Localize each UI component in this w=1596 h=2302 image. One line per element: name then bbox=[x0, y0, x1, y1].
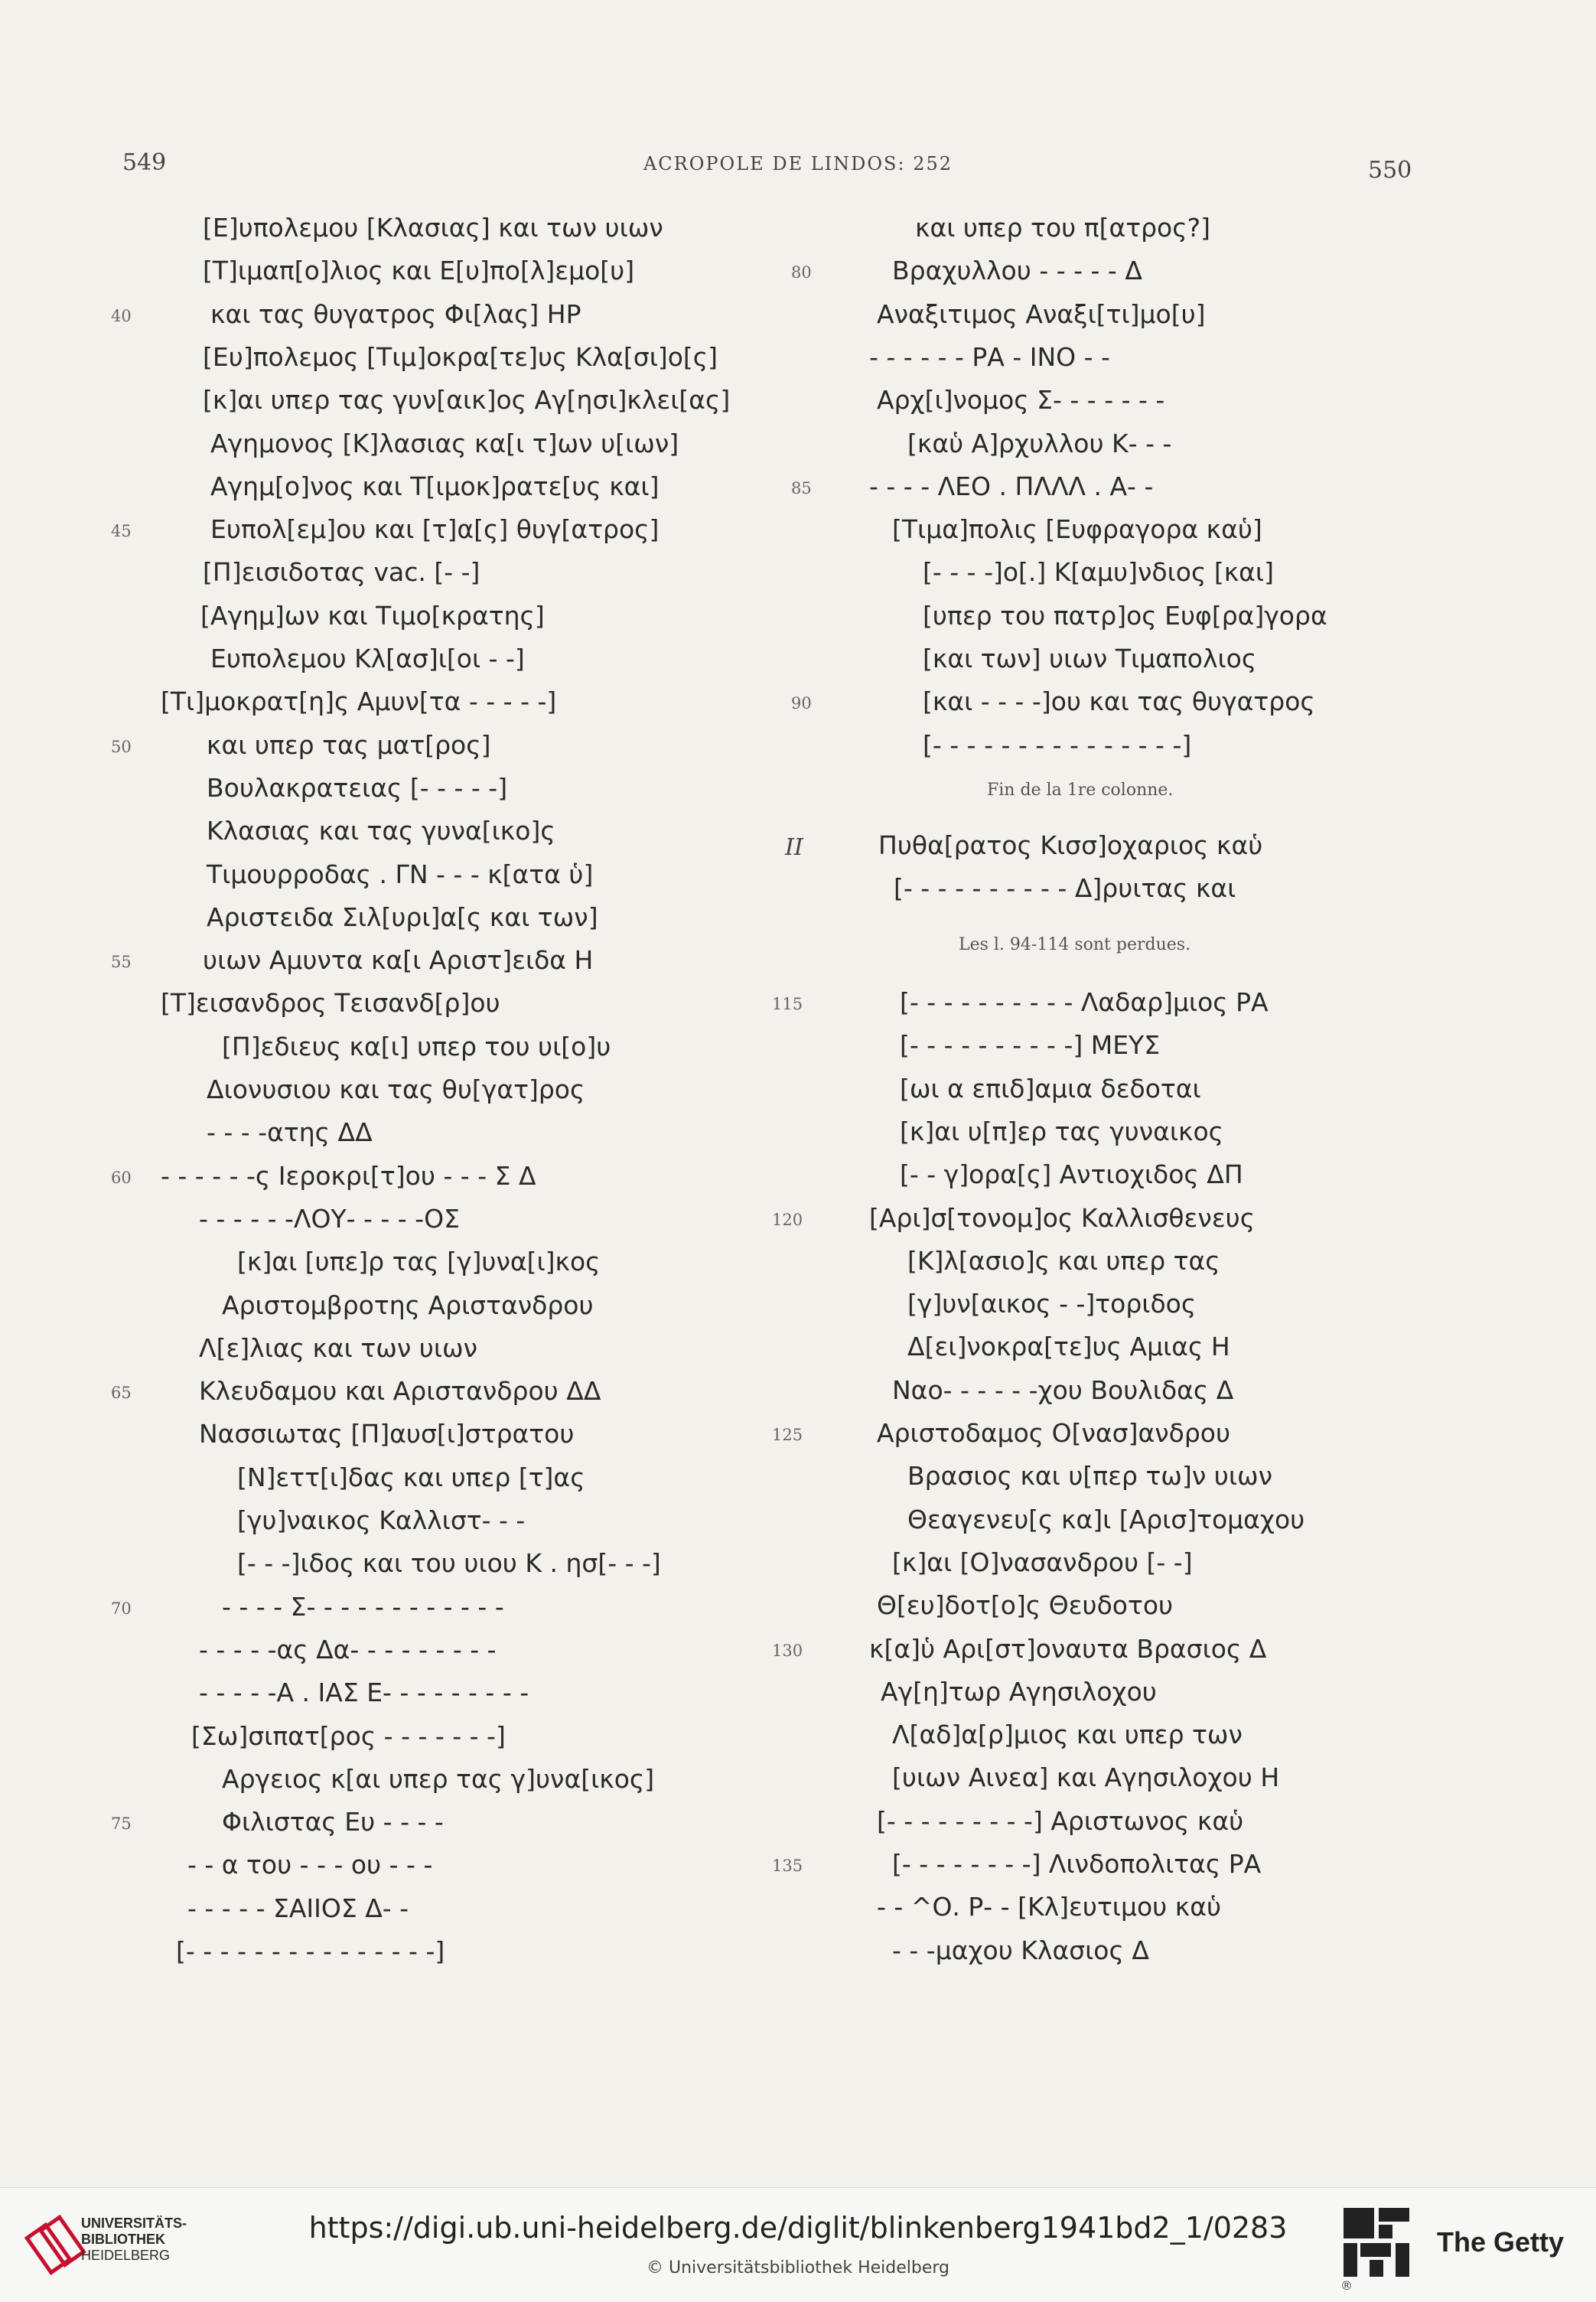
column-label-ii: II bbox=[785, 834, 803, 861]
inscription-line: [και των] υιων Τιμαπολιος bbox=[923, 644, 1257, 673]
inscription-line: [κ]αι υπερ τας γυν[αικ]ος Αγ[ησι]κλει[ας] bbox=[203, 385, 731, 416]
copyright-notice: © Universitätsbibliothek Heidelberg bbox=[646, 2258, 949, 2278]
inscription-line: - - - - -Α . ΙΑΣ Ε- - - - - - - - - bbox=[199, 1678, 529, 1708]
line-number: 125 bbox=[772, 1426, 803, 1444]
inscription-line: [και - - - -]ου και τας θυγατρος bbox=[923, 686, 1315, 717]
inscription-line: - - - - - -ΛΟΥ- - - - -ΟΣ bbox=[199, 1203, 460, 1234]
inscription-line: Αργειος κ[αι υπερ τας γ]υνα[ικος] bbox=[222, 1763, 655, 1794]
inscription-line: Διονυσιου και τας θυ[γατ]ρος bbox=[207, 1074, 585, 1104]
inscription-line: και τας θυγατρος Φι[λας] ΗΡ bbox=[210, 298, 581, 329]
inscription-line: Ευπολ[εμ]ου και [τ]α[ς] θυγ[ατρος] bbox=[210, 514, 660, 545]
inscription-line: Αγ[η]τωρ Αγησιλοχου bbox=[881, 1676, 1157, 1707]
inscription-line: και υπερ του π[ατρος?] bbox=[915, 213, 1210, 243]
inscription-line: [κ]αι [Ο]νασανδρου [- -] bbox=[892, 1547, 1193, 1577]
line-number: 65 bbox=[111, 1384, 132, 1403]
page-number-right: 550 bbox=[1368, 157, 1412, 184]
inscription-line: [υπερ του πατρ]ος Ευφ[ρα]γορα bbox=[923, 600, 1327, 631]
inscription-line: [Π]εισιδοτας vac. [- -] bbox=[203, 557, 480, 588]
inscription-line: υιων Αμυντα κα[ι Αριστ]ειδα Η bbox=[203, 945, 594, 976]
inscription-line: - - - - - -ς Ιεροκρι[τ]ου - - - Σ Δ bbox=[161, 1160, 536, 1191]
inscription-line: Ευπολεμου Κλ[ασ]ι[οι - -] bbox=[210, 644, 525, 673]
inscription-line: - - - - - ΣΑΙΙΟΣ Δ- - bbox=[187, 1893, 409, 1923]
registered-mark: ® bbox=[1340, 2278, 1353, 2293]
inscription-line: [γυ]ναικος Καλλιστ- - - bbox=[237, 1505, 526, 1535]
footer-bar bbox=[0, 2187, 1596, 2302]
line-number: 85 bbox=[791, 478, 812, 497]
inscription-line: [- - - - - - - - -] Αριστωνος καὑ bbox=[877, 1805, 1244, 1836]
line-number: 130 bbox=[772, 1641, 803, 1660]
inscription-line: [καὑ Α]ρχυλλου Κ- - - bbox=[907, 428, 1172, 458]
inscription-line: Κλασιας και τας γυνα[ικο]ς bbox=[207, 816, 555, 846]
inscription-line: [υιων Αινεα] και Αγησιλοχου Η bbox=[892, 1762, 1280, 1793]
line-number: 60 bbox=[111, 1168, 132, 1187]
line-number: 70 bbox=[111, 1599, 132, 1618]
inscription-line: - - - - -ας Δα- - - - - - - - - bbox=[199, 1634, 497, 1665]
inscription-line: Λ[αδ]α[ρ]μιος και υπερ των bbox=[892, 1720, 1243, 1750]
inscription-line: [ωι α επιδ]αμια δεδοται bbox=[900, 1073, 1201, 1104]
inscription-line: - - - - Σ- - - - - - - - - - - - bbox=[222, 1591, 504, 1622]
line-number: 50 bbox=[111, 737, 132, 756]
inscription-line: Πυθα[ρατος Κισσ]οχαριος καὑ bbox=[878, 830, 1263, 860]
inscription-line: [Σω]σιπατ[ρος - - - - - - -] bbox=[191, 1720, 506, 1751]
line-number: 45 bbox=[111, 522, 132, 541]
inscription-line: [κ]αι [υπε]ρ τας [γ]υνα[ι]κος bbox=[237, 1247, 601, 1277]
line-number: 135 bbox=[772, 1857, 803, 1875]
inscription-line: Αναξιτιμος Αναξι[τι]μο[υ] bbox=[877, 298, 1206, 329]
inscription-line: [- - - - - - - - - - - - - - -] bbox=[176, 1936, 445, 1966]
line-number: 120 bbox=[772, 1210, 803, 1229]
inscription-line: [- - - - - - - -] Λινδοπολιτας ΡΑ bbox=[892, 1849, 1262, 1879]
inscription-line: [Αγημ]ων και Τιμο[κρατης] bbox=[200, 600, 545, 631]
permalink-url[interactable]: https://digi.ub.uni-heidelberg.de/diglit/blinkenberg1941bd2_1/0283 bbox=[308, 2211, 1288, 2245]
inscription-line: Δ[ει]νοκρα[τε]υς Αμιας Η bbox=[907, 1332, 1230, 1362]
inscription-line: - - α του - - - ου - - - bbox=[187, 1850, 433, 1880]
inscription-line: Νασσιωτας [Π]αυσ[ι]στρατου bbox=[199, 1419, 575, 1449]
inscription-line: [γ]υν[αικος - -]τοριδος bbox=[907, 1289, 1197, 1319]
inscription-line: [Ευ]πολεμος [Τιμ]οκρα[τε]υς Κλα[σι]ο[ς] bbox=[203, 341, 718, 372]
inscription-line: [- - - - - - - - - - Λαδαρ]μιος ΡΑ bbox=[900, 987, 1269, 1017]
line-number: 55 bbox=[111, 953, 132, 972]
inscription-line: [κ]αι υ[π]ερ τας γυναικος bbox=[900, 1116, 1224, 1146]
running-title: ACROPOLE DE LINDOS: 252 bbox=[643, 153, 953, 174]
inscription-line: Θεαγενευ[ς κα]ι [Αρισ]τομαχου bbox=[907, 1504, 1305, 1534]
inscription-line: [Π]εδιευς κα[ι] υπερ του υι[ο]υ bbox=[222, 1031, 611, 1061]
inscription-line: και υπερ τας ματ[ρος] bbox=[207, 729, 491, 760]
inscription-line: [Τιμα]πολις [Ευφραγορα καὑ] bbox=[892, 514, 1262, 545]
inscription-line: Αριστομβροτης Αριστανδρου bbox=[222, 1290, 594, 1320]
inscription-line: [- - - - - - - - - - Δ]ρυιτας και bbox=[894, 873, 1236, 904]
inscription-line: [- - - -]ο[.] Κ[αμυ]νδιος [και] bbox=[923, 557, 1274, 588]
inscription-line: Φιλιστας Ευ - - - - bbox=[222, 1807, 444, 1837]
university-library-name: UNIVERSITÄTS- BIBLIOTHEK HEIDELBERG bbox=[81, 2216, 187, 2263]
inscription-line: Ναο- - - - - -χου Βουλιδας Δ bbox=[892, 1374, 1234, 1405]
inscription-line: Τιμουρροδας . ΓΝ - - - κ[ατα ὑ] bbox=[207, 859, 594, 889]
inscription-line: - - ^Ο. Ρ- - [Κλ]ευτιμου καὑ bbox=[877, 1892, 1222, 1922]
inscription-line: κ[α]ὑ Αρι[στ]οναυτα Βρασιος Δ bbox=[869, 1633, 1267, 1664]
inscription-line: Θ[ευ]δοτ[ο]ς Θευδοτου bbox=[877, 1590, 1174, 1621]
inscription-line: Βρασιος και υ[περ τω]ν υιων bbox=[907, 1461, 1273, 1492]
inscription-line: [Τ]ιμαπ[ο]λιος και Ε[υ]πο[λ]εμο[υ] bbox=[203, 256, 635, 286]
getty-logo-icon bbox=[1340, 2205, 1414, 2281]
line-number: 75 bbox=[111, 1815, 132, 1834]
lost-lines-note: Les l. 94-114 sont perdues. bbox=[959, 935, 1191, 954]
inscription-line: Αγημ[ο]νος και Τ[ιμοκ]ρατε[υς και] bbox=[210, 471, 660, 501]
line-number: 115 bbox=[772, 995, 803, 1013]
inscription-line: - - - -ατης ΔΔ bbox=[207, 1117, 373, 1148]
line-number: 40 bbox=[111, 306, 132, 325]
inscription-line: - - -μαχου Κλασιος Δ bbox=[892, 1935, 1149, 1965]
inscription-line: Αριστειδα Σιλ[υρι]α[ς και των] bbox=[207, 902, 598, 932]
inscription-line: - - - - - - ΡΑ - ΙΝΟ - - bbox=[869, 341, 1110, 372]
inscription-line: Λ[ε]λιας και των υιων bbox=[199, 1332, 478, 1363]
line-number: 90 bbox=[791, 694, 812, 713]
inscription-line: [Ε]υπολεμου [Κλασιας] και των υιων bbox=[203, 213, 663, 243]
inscription-line: [Κ]λ[ασιο]ς και υπερ τας bbox=[907, 1245, 1220, 1276]
inscription-line: [Αρι]σ[τονομ]ος Καλλισθενευς bbox=[869, 1202, 1256, 1233]
inscription-line: Βουλακρατειας [- - - - -] bbox=[207, 772, 508, 803]
inscription-line: Αγημονος [Κ]λασιας κα[ι τ]ων υ[ιων] bbox=[210, 428, 679, 458]
line-number: 80 bbox=[791, 263, 812, 282]
inscription-line: Αριστοδαμος Ο[νασ]ανδρου bbox=[877, 1418, 1231, 1448]
inscription-line: [- - - - - - - - - - - - - - -] bbox=[923, 729, 1192, 760]
inscription-line: [Τι]μοκρατ[η]ς Αμυν[τα - - - - -] bbox=[161, 686, 557, 717]
inscription-line: [Τ]εισανδρος Τεισανδ[ρ]ου bbox=[161, 988, 500, 1019]
getty-name: The Getty bbox=[1437, 2226, 1565, 2258]
inscription-line: Βραχυλλου - - - - - Δ bbox=[892, 256, 1142, 286]
column-end-note: Fin de la 1re colonne. bbox=[987, 781, 1174, 800]
inscription-line: Κλευδαμου και Αριστανδρου ΔΔ bbox=[199, 1376, 601, 1407]
inscription-line: [- - - - - - - - - -] ΜΕΥΣ bbox=[900, 1030, 1161, 1061]
inscription-line: [Ν]εττ[ι]δας και υπερ [τ]ας bbox=[237, 1462, 585, 1492]
inscription-line: - - - - ΛΕΟ . ΠΛΛΛ . Α- - bbox=[869, 471, 1154, 501]
inscription-line: [- - -]ιδος και του υιου Κ . ησ[- - -] bbox=[237, 1548, 661, 1579]
inscription-line: [- - γ]ορα[ς] Αντιοχιδος ΔΠ bbox=[900, 1159, 1243, 1190]
inscription-line: Αρχ[ι]νομος Σ- - - - - - - bbox=[877, 385, 1165, 416]
page-number-left: 549 bbox=[122, 149, 167, 176]
